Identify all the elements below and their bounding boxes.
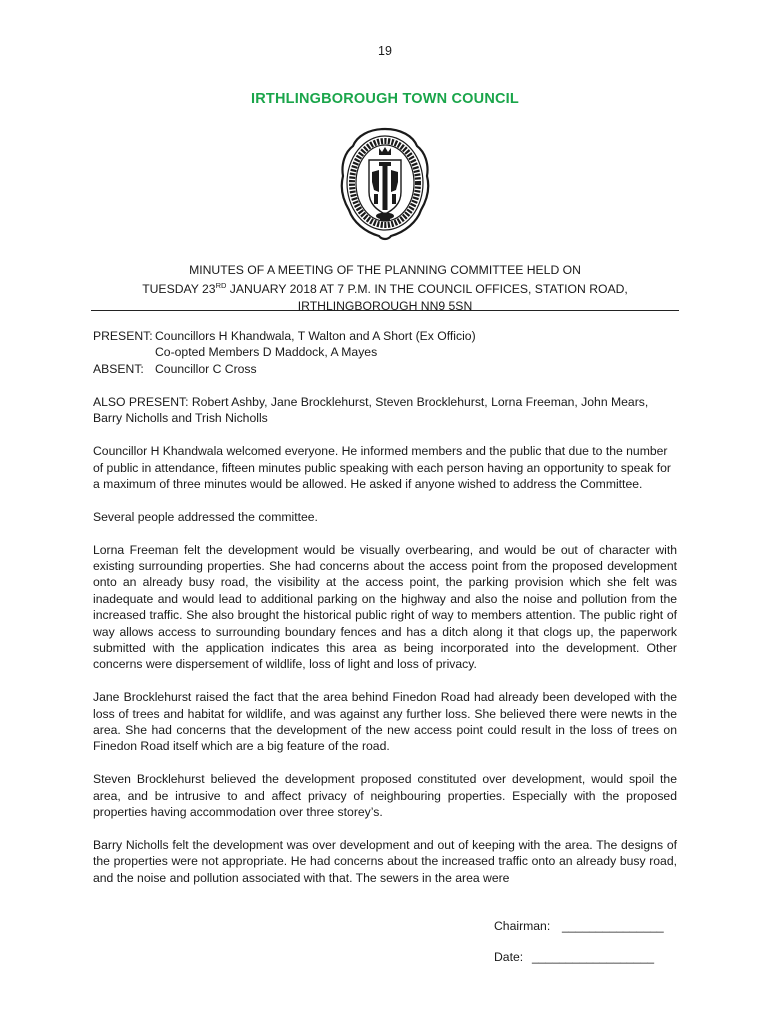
minutes-body xyxy=(93,394,677,902)
absent-members: Councillor C Cross xyxy=(155,361,257,376)
absent-row xyxy=(93,361,679,377)
welcome-paragraph: Councillor H Khandwala welcomed everyone. He informed members and the public that due to the number of public in attendance, fifteen minutes public speaking with each person having an opportunity to speak for a maximum of three minutes would be allowed. He asked if anyone wished to address the Committee. xyxy=(93,444,671,492)
jane-brocklehurst-paragraph: Jane Brocklehurst raised the fact that the area behind Finedon Road had already been developed with the loss of trees and habitat for wildlife, and was against any further loss. She believed there were newts in the area. She had concerns that the development of the new access point could result in the loss of trees on Finedon Road itself which are a big feature of the road. xyxy=(93,690,677,754)
heading-line-2-prefix: TUESDAY 23 xyxy=(142,282,216,297)
co-opted-members: Co-opted Members D Maddock, A Mayes xyxy=(155,345,378,360)
chairman-label: Chairman: xyxy=(494,919,551,933)
meeting-heading xyxy=(0,262,770,314)
date-signature-line: __________________ xyxy=(532,950,655,964)
date-label: Date: xyxy=(494,950,524,964)
barry-nicholls-paragraph: Barry Nicholls felt the development was over development and out of keeping with the area. The designs of the properties were not appropriate. He had concerns about the increased traffic onto an already busy road, and the noise and pollution associated with that. The sewers in the area were xyxy=(93,837,677,885)
heading-line-2 xyxy=(0,278,770,297)
council-title: IRTHLINGBOROUGH TOWN COUNCIL xyxy=(251,91,519,107)
present-members: Councillors H Khandwala, T Walton and A Short (Ex Officio) xyxy=(155,329,476,343)
council-crest-icon xyxy=(339,126,431,242)
heading-line-3: IRTHLINGBOROUGH NN9 5SN xyxy=(297,298,473,313)
heading-line-1: MINUTES OF A MEETING OF THE PLANNING COMMITTEE HELD ON xyxy=(189,263,581,277)
attendance-block xyxy=(93,328,679,377)
addressed-paragraph: Several people addressed the committee. xyxy=(93,509,318,524)
steven-brocklehurst-paragraph: Steven Brocklehurst believed the development proposed constituted over development, would spoil the area, and be intrusive to and affect privacy of neighbouring properties. Especially with the proposed properties having accommodation over three storey’s. xyxy=(93,772,677,820)
page-number: 19 xyxy=(378,44,392,58)
heading-divider xyxy=(91,310,679,311)
present-row xyxy=(93,328,679,344)
chairman-signature-line: _______________ xyxy=(562,919,664,933)
present-label: PRESENT: xyxy=(93,329,153,343)
lorna-freeman-paragraph: Lorna Freeman felt the development would be visually overbearing, and would be out of character with existing surrounding properties. She had concerns about the access point from the proposed development onto an already busy road, the visibility at the access point, the parking provision which she felt was inadequate and would lead to additional parking on the highway and also the noise and pollution from the increased traffic. She also brought the historical public right of way to members attention. The public right of way allows access to surrounding boundary fences and has a ditch along it that clogs up, the paperwork submitted with the application indicates this area as being incorporated into the development. Other concerns were dispersement of wildlife, loss of light and loss of privacy. xyxy=(93,542,677,672)
present-row-2 xyxy=(93,344,679,360)
also-present-paragraph: ALSO PRESENT: Robert Ashby, Jane Brocklehurst, Steven Brocklehurst, Lorna Freeman, John Mears, Barry Nicholls and Trish Nicholls xyxy=(93,395,649,426)
heading-ordinal-suffix: RD xyxy=(215,281,227,291)
absent-label: ABSENT: xyxy=(93,361,144,376)
heading-line-2-suffix: JANUARY 2018 AT 7 P.M. IN THE COUNCIL OFFICES, STATION ROAD, xyxy=(226,282,628,297)
